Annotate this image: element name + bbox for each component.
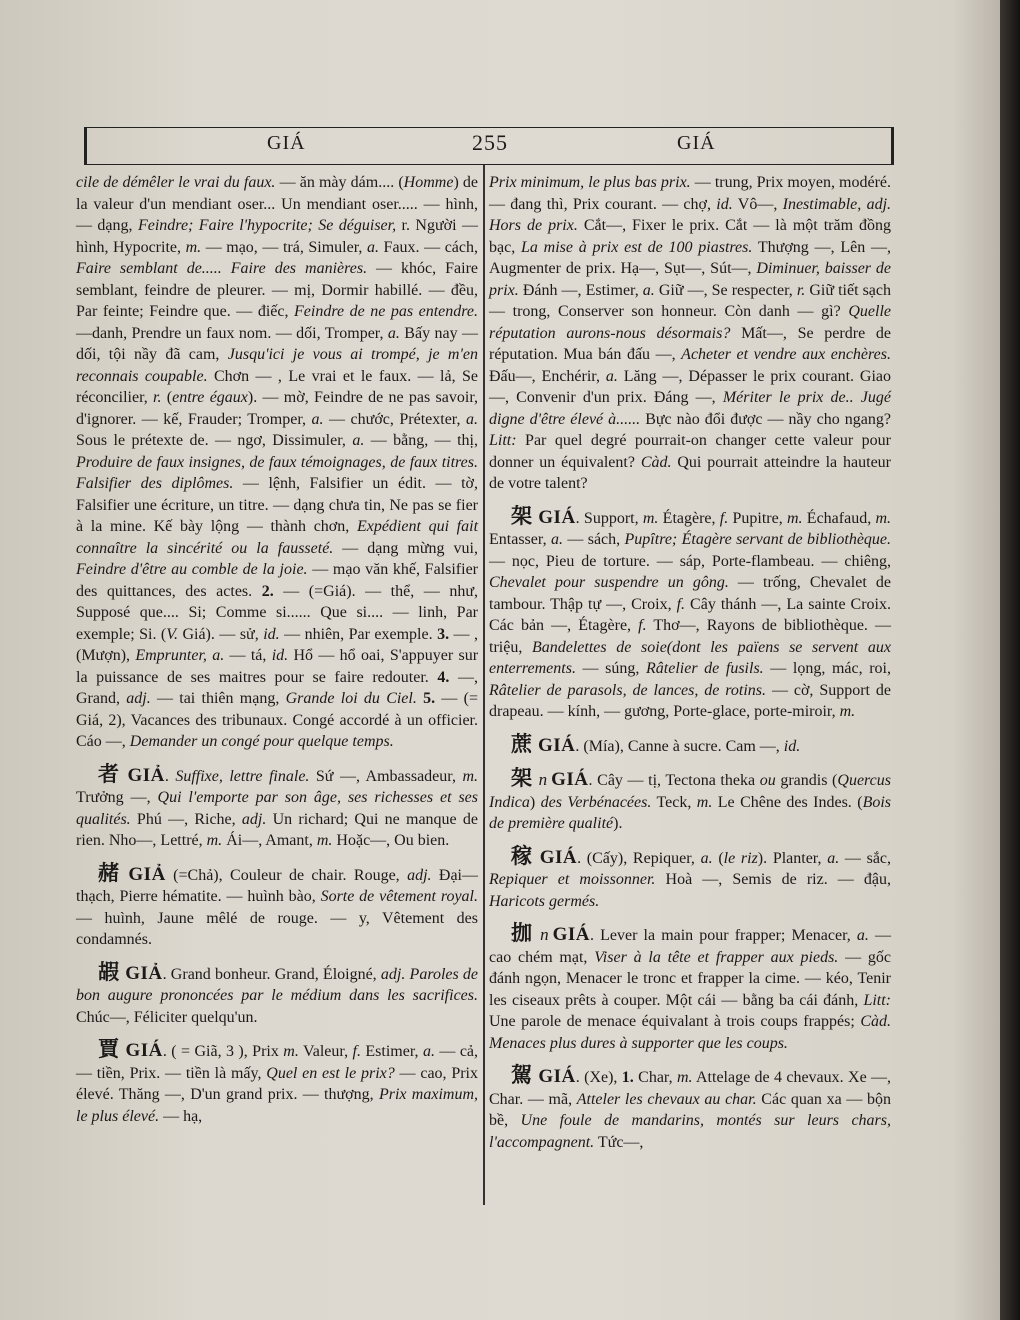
header-left-keyword: GIÁ: [267, 132, 306, 154]
definition-text: Ái—, Amant,: [222, 832, 317, 849]
definition-text: Hoặc—, Ou bien.: [332, 832, 450, 849]
definition-italic-text: Quelle réputation aurons-nous désormais?: [489, 303, 891, 342]
definition-text: — lệnh, Falsifier un édit. — tờ, Falsifier une écriture, un titre. — dạng chưa tin, Ne pas se fier à la mine. Kế bày lộng — thành chơn,: [76, 475, 478, 535]
definition-italic-text: Sorte de vêtement royal.: [320, 888, 479, 905]
definition-italic-text: f.: [352, 1043, 361, 1060]
definition-text: . Grand bonheur. Grand, Éloigné,: [162, 965, 381, 983]
definition-italic-text: adj.: [380, 965, 406, 983]
definition-text: Mất—, Se perdre de réputation. Mua bán đấu —,: [489, 324, 891, 363]
definition-text: — dạng mừng vui,: [333, 539, 478, 557]
definition-text: Par quel degré pourrait-on changer cette valeur pour donner un équivalent?: [489, 432, 891, 471]
definition-italic-text: m.: [786, 509, 803, 527]
definition-text: Pupitre,: [728, 509, 787, 527]
definition-italic-text: Feindre; Faire l'hypocrite; Se déguiser,: [137, 217, 402, 234]
definition-text: Le Chêne des Indes. (: [712, 793, 863, 811]
definition-text: — cả, — tiền, Prix. — tiền là mấy,: [76, 1043, 479, 1082]
dictionary-entry: [489, 731, 891, 758]
definition-italic-text: a.: [352, 432, 365, 449]
definition-text: Valeur,: [298, 1043, 353, 1060]
definition-italic-text: Acheter et vendre aux enchères.: [681, 346, 891, 363]
dictionary-entry: [76, 761, 479, 852]
definition-italic-text: id.: [263, 625, 280, 643]
headword: GIẢ: [127, 764, 165, 786]
definition-text: ).: [613, 815, 623, 832]
definition-text: . (Mía), Canne à sucre. Cam —,: [575, 737, 784, 755]
running-header: [84, 127, 894, 165]
definition-text: . (Cấy), Repiquer,: [577, 849, 701, 867]
definition-italic-text: a.: [605, 367, 618, 385]
definition-text: — trung, Prix moyen, modéré. — đang thì, Prix courant. — chợ,: [489, 174, 891, 213]
definition-italic-text: Faire semblant de..... Faire des manières.: [76, 260, 368, 277]
definition-text: — ăn mày dám.... (: [275, 174, 404, 191]
definition-text: Estimer,: [360, 1043, 423, 1060]
definition-text: Sứ —, Ambassadeur,: [309, 767, 463, 785]
definition-text: Étagère,: [658, 509, 720, 527]
definition-italic-text: Jusqu'ici je vous ai trompé, je m'en reconnais coupable.: [76, 346, 479, 385]
book-cover-edge: [1000, 0, 1020, 1320]
definition-italic-text: Càd.: [640, 453, 672, 471]
definition-italic-text: Produire de faux insignes, de faux témoignages, de faux titres. Falsifier des diplômes.: [76, 453, 478, 492]
definition-italic-text: a.: [642, 281, 655, 299]
definition-italic-text: Prix minimum, le plus bas prix.: [489, 174, 691, 191]
definition-text: r. Người — hình, Hypocrite,: [76, 217, 478, 256]
definition-italic-text: id.: [783, 737, 801, 755]
definition-italic-text: r.: [796, 281, 806, 299]
right-column: [489, 172, 891, 1164]
definition-text: Các quan xa — bộn bề,: [489, 1090, 891, 1129]
definition-italic-text: m.: [676, 1069, 693, 1086]
headword: GIÁ: [551, 769, 589, 790]
definition-italic-text: a.: [827, 849, 840, 867]
definition-italic-text: adj.: [407, 866, 432, 884]
definition-text: Cây thánh —, La sainte Croix. Các bản —, Étagère,: [489, 595, 891, 634]
definition-italic-text: a.: [422, 1043, 435, 1060]
definition-text: — cờ, Support de drapeau. — kính, — gương, Porte-glace, porte-miroir,: [489, 681, 891, 720]
headword-character: 賈: [98, 1037, 120, 1061]
definition-italic-text: a.: [387, 324, 400, 342]
definition-text: Giữ —, Se respecter,: [654, 281, 797, 299]
definition-italic-text: m.: [875, 509, 892, 527]
definition-text: Hổ — hổ oai, S'appuyer sur la puissance de ses maitres pour se faire redouter.: [76, 647, 479, 686]
definition-italic-text: m.: [185, 238, 202, 256]
definition-text: —danh, Prendre un faux nom. — dối, Tromper,: [76, 324, 388, 342]
sense-number: 3.: [437, 625, 450, 643]
definition-text: Đấu—, Enchérir,: [489, 367, 606, 385]
definition-text: (: [161, 389, 173, 406]
dictionary-entry: [489, 923, 891, 1054]
definition-italic-text: a.: [366, 238, 379, 256]
definition-text: Giữ tiết sạch — trong, Conserver son honneur. Còn danh — gì?: [489, 281, 892, 320]
definition-italic-text: Repiquer et moissonner.: [489, 871, 656, 888]
headword: GIÁ: [539, 846, 578, 868]
definition-italic-text: cile de démêler le vrai du faux.: [76, 174, 276, 191]
definition-italic-text: r.: [153, 389, 162, 406]
definition-text: Thượng —, Lên —, Augmenter de prix. Hạ—, Sụt—, Sút—,: [489, 238, 891, 277]
definition-text: — sắc,: [839, 849, 892, 867]
definition-text: — hạ,: [159, 1107, 203, 1125]
definition-text: ). Planter,: [757, 849, 828, 867]
definition-text: —, Grand,: [76, 668, 479, 707]
definition-text: Qui pourrait atteindre la hauteur de votre talent?: [489, 453, 892, 492]
definition-italic-text: entre égaux: [172, 389, 248, 406]
headword-character: 嘏: [98, 959, 120, 984]
definition-italic-text: a.: [311, 410, 324, 428]
definition-italic-text: Mériter le prix de.. Jugé digne d'être élevé à......: [489, 389, 891, 428]
definition-text: Vô—,: [732, 195, 783, 213]
definition-italic-text: Suffixe, lettre finale.: [175, 767, 310, 785]
definition-text: Faux. — cách,: [378, 238, 478, 256]
definition-italic-text: Paroles de bon augure prononcées par le médium dans les sacrifices.: [76, 965, 479, 1004]
definition-text: — huình, Jaune mêlé de rouge. — y, Vêtement des condamnés.: [76, 909, 478, 948]
definition-text: Thơ—, Rayons de bibliothèque. — triệu,: [489, 617, 892, 656]
definition-italic-text: ou: [759, 772, 776, 789]
headword-character: 赭: [98, 860, 123, 885]
left-column: [76, 172, 478, 1138]
definition-text: Phú —, Riche,: [130, 810, 242, 828]
definition-italic-text: V.: [166, 625, 178, 643]
definition-text: — khóc, Faire semblant, feindre de pleurer. — mị, Dormir habillé. — đều, Par feinte; Feindre que. — điếc,: [76, 260, 478, 320]
definition-text: Sous le prétexte de. — ngơ, Dissimuler,: [76, 432, 353, 449]
definition-text: — mạo văn khế, Falsifier des quittances, des actes.: [76, 561, 479, 600]
definition-italic-text: id.: [716, 195, 733, 213]
definition-text: — tai thiên mạng,: [150, 690, 286, 707]
definition-text: ) de la valeur d'un mendiant oser... Un mendiant oser..... — hình, — dạng,: [76, 174, 479, 234]
definition-italic-text: Atteler les chevaux au char.: [576, 1090, 757, 1108]
definition-text: .: [164, 767, 176, 785]
headword-variant-mark: n: [538, 770, 548, 789]
definition-text: Une parole de menace équivalant à trois coups frappés;: [489, 1013, 861, 1030]
definition-text: Trưởng —,: [76, 789, 158, 806]
definition-text: — gốc đánh ngọn, Menacer le tronc et frapper la cime. — kéo, Tenir les ciseaux prêts à couper. Một cái — bằng ba cái đánh,: [489, 948, 891, 1009]
definition-italic-text: m.: [283, 1043, 299, 1060]
dictionary-entry: [76, 959, 479, 1029]
definition-italic-text: f.: [719, 509, 729, 527]
definition-text: Chơn — , Le vrai et le faux. — lả, Se réconcilier,: [76, 367, 479, 406]
definition-text: — súng,: [575, 660, 647, 677]
definition-text: Attelage de 4 chevaux. Xe —, Char. — mã,: [489, 1069, 892, 1108]
definition-italic-text: a.: [700, 849, 713, 867]
definition-italic-text: Diminuer, baisser de prix.: [489, 260, 891, 299]
dictionary-entry: [489, 843, 892, 913]
headword: GIẢ: [125, 962, 163, 984]
definition-text: Entasser,: [489, 531, 551, 548]
entry-continuation: [489, 172, 891, 495]
headword: GIẢ: [128, 863, 166, 885]
headword-character: 架: [511, 766, 533, 790]
definition-italic-text: Litt:: [863, 991, 891, 1009]
definition-italic-text: le riz: [723, 849, 758, 867]
headword-character: 駕: [511, 1063, 533, 1087]
headword: GIÁ: [538, 734, 576, 756]
definition-text: (: [712, 849, 724, 867]
definition-italic-text: Demander un congé pour quelque temps.: [129, 733, 394, 750]
definition-italic-text: Une foule de mandarins, montés sur leurs chars, l'accompagnent.: [489, 1112, 891, 1151]
definition-italic-text: m.: [316, 832, 333, 849]
definition-italic-text: Pupître; Étagère servant de bibliothèque.: [624, 531, 892, 548]
definition-text: Hoà —, Semis de riz. — đậu,: [655, 871, 892, 888]
definition-italic-text: adj.: [126, 690, 151, 707]
definition-italic-text: Chevalet pour suspendre un gông.: [489, 574, 729, 591]
definition-italic-text: Grande loi du Ciel.: [285, 690, 417, 707]
definition-text: — trống, Chevalet de tambour. Thập tự —, Croix,: [489, 574, 891, 613]
definition-italic-text: Feindre d'être au comble de la joie.: [76, 561, 308, 578]
dictionary-entry: [76, 1039, 478, 1127]
definition-text: Cắt—, Fixer le prix. Cắt — là một trăm đồng bạc,: [489, 217, 891, 256]
headword-character: 架: [511, 503, 533, 528]
definition-text: Đại—thạch, Pierre hématite. — huình bào,: [76, 866, 478, 905]
definition-italic-text: f.: [676, 595, 686, 613]
sense-number: 1.: [621, 1069, 634, 1086]
definition-italic-text: Viser à la tête et frapper aux pieds.: [594, 948, 839, 966]
definition-text: — cao, Prix élevé. Thăng —, D'un grand prix. — thượng,: [76, 1064, 479, 1103]
definition-text: Bực nào đổi được — nầy cho ngang?: [640, 410, 891, 428]
dictionary-entry: [489, 1065, 891, 1153]
definition-text: ). — mờ, Feindre de ne pas savoir, d'ignorer. — kế, Frauder; Tromper,: [76, 389, 479, 428]
headword-character: 者: [98, 761, 122, 786]
definition-text: . Cây — tị, Tectona theka: [588, 772, 760, 789]
definition-italic-text: m.: [839, 703, 856, 720]
headword: GIÁ: [538, 506, 576, 528]
definition-text: — mạo, — trá, Simuler,: [201, 238, 367, 256]
definition-italic-text: Càd. Menaces plus dures à supporter que les coups.: [489, 1013, 891, 1052]
definition-text: Tức—,: [594, 1133, 644, 1151]
page-number: 255: [472, 130, 508, 155]
definition-italic-text: m.: [206, 832, 223, 849]
definition-text: Échafaud,: [802, 509, 876, 527]
headword-character: 拁: [511, 921, 535, 945]
definition-italic-text: des Verbénacées.: [540, 793, 652, 811]
definition-text: — , (Mượn),: [76, 625, 479, 664]
sense-number: 2.: [261, 582, 274, 600]
definition-italic-text: Feindre de ne pas entendre.: [294, 303, 478, 320]
definition-italic-text: a.: [856, 927, 869, 944]
definition-text: grandis (: [775, 772, 838, 789]
definition-text: — sách,: [562, 531, 625, 548]
definition-italic-text: Qui l'emporte par son âge, ses richesses et ses qualités.: [76, 789, 479, 828]
definition-text: Bấy nay — dối, tội nầy đã cam,: [76, 324, 478, 363]
definition-italic-text: Râtelier de fusils.: [646, 660, 764, 677]
definition-text: Teck,: [651, 793, 697, 811]
definition-text: — nhiên, Par exemple.: [279, 625, 438, 643]
headword: GIÁ: [125, 1040, 163, 1061]
definition-italic-text: m.: [696, 793, 713, 811]
definition-italic-text: Litt:: [489, 432, 517, 449]
definition-text: — (= Giá, 2), Vacances des tribunaux. Congé accordé à un officier. Cáo —,: [76, 690, 479, 750]
definition-text: — chước, Prétexter,: [323, 410, 466, 428]
definition-text: ): [529, 793, 541, 811]
definition-italic-text: Râtelier de parasols, de lances, de rotins.: [489, 681, 767, 699]
sense-number: 5.: [423, 690, 436, 707]
definition-text: Đánh —, Estimer,: [518, 281, 643, 299]
definition-italic-text: Expédient qui fait connaître la sincérité ou la fausseté.: [76, 518, 479, 557]
entry-continuation: [76, 172, 478, 753]
definition-text: — tá,: [224, 647, 272, 664]
headword: GIÁ: [552, 924, 591, 945]
definition-text: Un richard; Qui ne manque de rien. Nho—, Lettré,: [76, 810, 478, 849]
definition-text: — (=Giá). — thể, — như, Supposé que.... Si; Comme si...... Que si.... — linh, Par exemple; Si. (: [76, 582, 479, 643]
definition-italic-text: f.: [638, 617, 647, 634]
definition-text: Char,: [633, 1069, 677, 1086]
definition-text: — lọng, mác, roi,: [763, 660, 891, 677]
dictionary-entry: [489, 503, 892, 723]
headword-variant-mark: n: [540, 925, 549, 944]
definition-text: . ( = Giã, 3 ), Prix: [162, 1043, 284, 1060]
headword-character: 稼: [511, 843, 534, 868]
dictionary-entry: [489, 768, 891, 835]
definition-text: — cao chém mạt,: [489, 927, 892, 966]
headword: GIÁ: [538, 1066, 576, 1087]
definition-text: . (Xe),: [575, 1069, 622, 1086]
definition-text: Giá). — sử,: [177, 625, 264, 643]
definition-text: (=Chả), Couleur de chair. Rouge,: [165, 866, 408, 884]
definition-italic-text: id.: [271, 647, 289, 664]
definition-italic-text: Bois de première qualité: [489, 793, 892, 832]
definition-text: . Support,: [575, 509, 643, 527]
definition-italic-text: a.: [550, 531, 563, 548]
sense-number: 4.: [437, 668, 450, 686]
column-divider: [483, 165, 485, 1205]
definition-italic-text: a.: [466, 410, 478, 428]
definition-italic-text: Haricots germés.: [489, 892, 600, 910]
definition-text: — bằng, — thị,: [364, 432, 478, 449]
definition-italic-text: m.: [642, 509, 659, 527]
definition-italic-text: La mise à prix est de 100 piastres.: [520, 238, 753, 256]
headword-character: 蔗: [511, 731, 532, 756]
definition-italic-text: Quel en est le prix?: [266, 1064, 395, 1082]
definition-text: Lăng —, Dépasser le prix courant. Giao —, Convenir d'un prix. Đáng —,: [489, 367, 891, 406]
definition-text: . Lever la main pour frapper; Menacer,: [590, 927, 857, 944]
definition-text: Chúc—, Féliciter quelqu'un.: [76, 1008, 258, 1026]
definition-italic-text: Homme: [403, 174, 454, 191]
dictionary-entry: [76, 860, 479, 951]
definition-italic-text: Bandelettes de soie(dont les païens se servent aux enterrements.: [489, 638, 892, 677]
definition-italic-text: Inestimable, adj. Hors de prix.: [489, 195, 892, 234]
definition-italic-text: m.: [462, 767, 478, 785]
definition-italic-text: Prix maximum, le plus élevé.: [76, 1086, 478, 1125]
definition-italic-text: adj.: [241, 810, 267, 828]
definition-italic-text: Emprunter, a.: [135, 647, 225, 664]
definition-text: — nọc, Pieu de torture. — sáp, Porte-flambeau. — chiêng,: [489, 552, 891, 570]
definition-italic-text: Quercus Indica: [489, 772, 892, 811]
header-right-keyword: GIÁ: [677, 132, 716, 154]
